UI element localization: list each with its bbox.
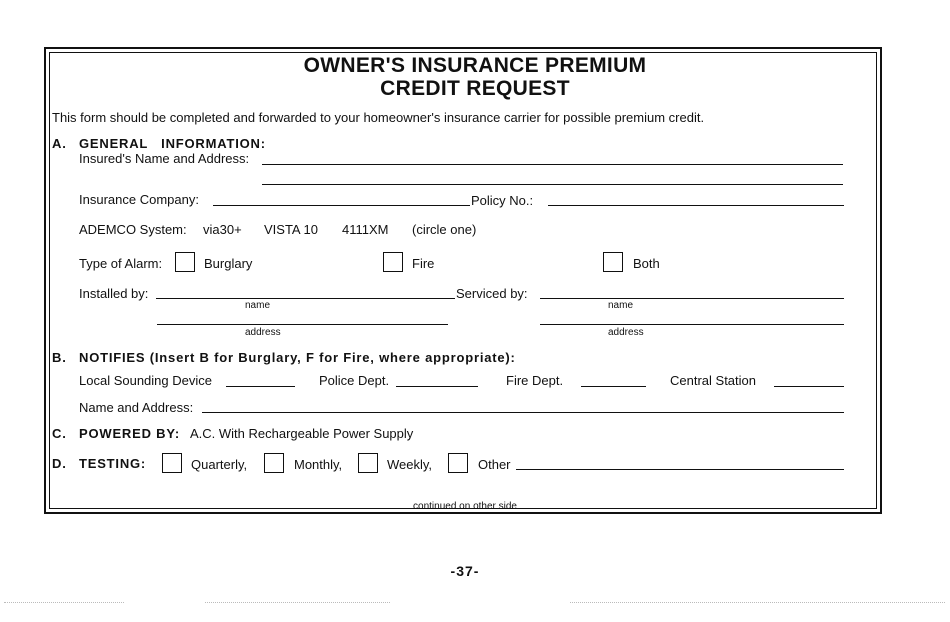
section-d-letter: D. (52, 456, 67, 471)
installed-by-name-line[interactable] (156, 298, 455, 299)
insurance-company-label: Insurance Company: (79, 192, 199, 207)
form-title-line2: CREDIT REQUEST (380, 77, 570, 100)
ademco-option-vista10[interactable]: VISTA 10 (264, 222, 318, 237)
fire-label: Fire (412, 256, 435, 271)
serviced-address-caption: address (608, 327, 644, 338)
other-label: Other (478, 457, 511, 472)
policy-no-line[interactable] (548, 205, 844, 206)
form-title-line1: OWNER'S INSURANCE PREMIUM (303, 54, 647, 77)
section-b-letter: B. (52, 350, 67, 365)
fire-dept-label: Fire Dept. (506, 373, 564, 388)
local-sounding-line[interactable] (226, 386, 295, 387)
installed-address-caption: address (245, 327, 281, 338)
installed-name-caption: name (245, 300, 271, 311)
page-number: -37- (450, 563, 480, 579)
local-sounding-label: Local Sounding Device (79, 373, 212, 388)
ademco-circle-one-note: (circle one) (412, 222, 477, 237)
ademco-system-label: ADEMCO System: (79, 222, 187, 237)
burglary-label: Burglary (204, 256, 253, 271)
section-d-heading: TESTING: (79, 456, 147, 471)
scan-artifact-right (570, 602, 945, 603)
other-checkbox[interactable] (448, 453, 468, 473)
insured-address-line[interactable] (262, 184, 843, 185)
quarterly-checkbox[interactable] (162, 453, 182, 473)
insured-name-label: Insured's Name and Address: (79, 151, 250, 166)
both-label: Both (633, 256, 660, 271)
installed-by-address-line[interactable] (157, 324, 448, 325)
serviced-name-caption: name (608, 300, 634, 311)
police-dept-label: Police Dept. (319, 373, 390, 388)
installed-by-label: Installed by: (79, 286, 149, 301)
monthly-checkbox[interactable] (264, 453, 284, 473)
section-a-heading: GENERAL INFORMATION: (79, 136, 266, 151)
serviced-by-address-line[interactable] (540, 324, 844, 325)
insured-name-line[interactable] (262, 164, 843, 165)
serviced-by-name-line[interactable] (540, 298, 844, 299)
monthly-label: Monthly, (294, 457, 343, 472)
insurance-company-line[interactable] (213, 205, 470, 206)
ademco-option-via30[interactable]: via30+ (203, 222, 242, 237)
fire-dept-line[interactable] (581, 386, 646, 387)
ademco-option-4111xm[interactable]: 4111XM (342, 222, 389, 237)
weekly-checkbox[interactable] (358, 453, 378, 473)
notifies-name-address-label: Name and Address: (79, 400, 194, 415)
intro-text: This form should be completed and forwarded to your homeowner's insurance carrier for possible premium credit. (52, 110, 705, 125)
burglary-checkbox[interactable] (175, 252, 195, 272)
central-station-line[interactable] (774, 386, 844, 387)
other-testing-line[interactable] (516, 469, 844, 470)
quarterly-label: Quarterly, (191, 457, 248, 472)
weekly-label: Weekly, (387, 457, 433, 472)
serviced-by-label: Serviced by: (456, 286, 528, 301)
section-b-heading: NOTIFIES (Insert B for Burglary, F for Fire, where appropriate): (79, 350, 516, 365)
section-a-letter: A. (52, 136, 67, 151)
section-c-heading: POWERED BY: (79, 426, 181, 441)
both-checkbox[interactable] (603, 252, 623, 272)
police-dept-line[interactable] (396, 386, 478, 387)
scan-artifact-left (4, 602, 124, 603)
alarm-type-label: Type of Alarm: (79, 256, 163, 271)
continued-note: continued on other side (413, 501, 517, 512)
policy-no-label: Policy No.: (471, 193, 534, 208)
scan-artifact-mid (205, 602, 390, 603)
fire-checkbox[interactable] (383, 252, 403, 272)
notifies-name-address-line[interactable] (202, 412, 844, 413)
central-station-label: Central Station (670, 373, 756, 388)
section-c-letter: C. (52, 426, 67, 441)
powered-by-value: A.C. With Rechargeable Power Supply (190, 426, 414, 441)
